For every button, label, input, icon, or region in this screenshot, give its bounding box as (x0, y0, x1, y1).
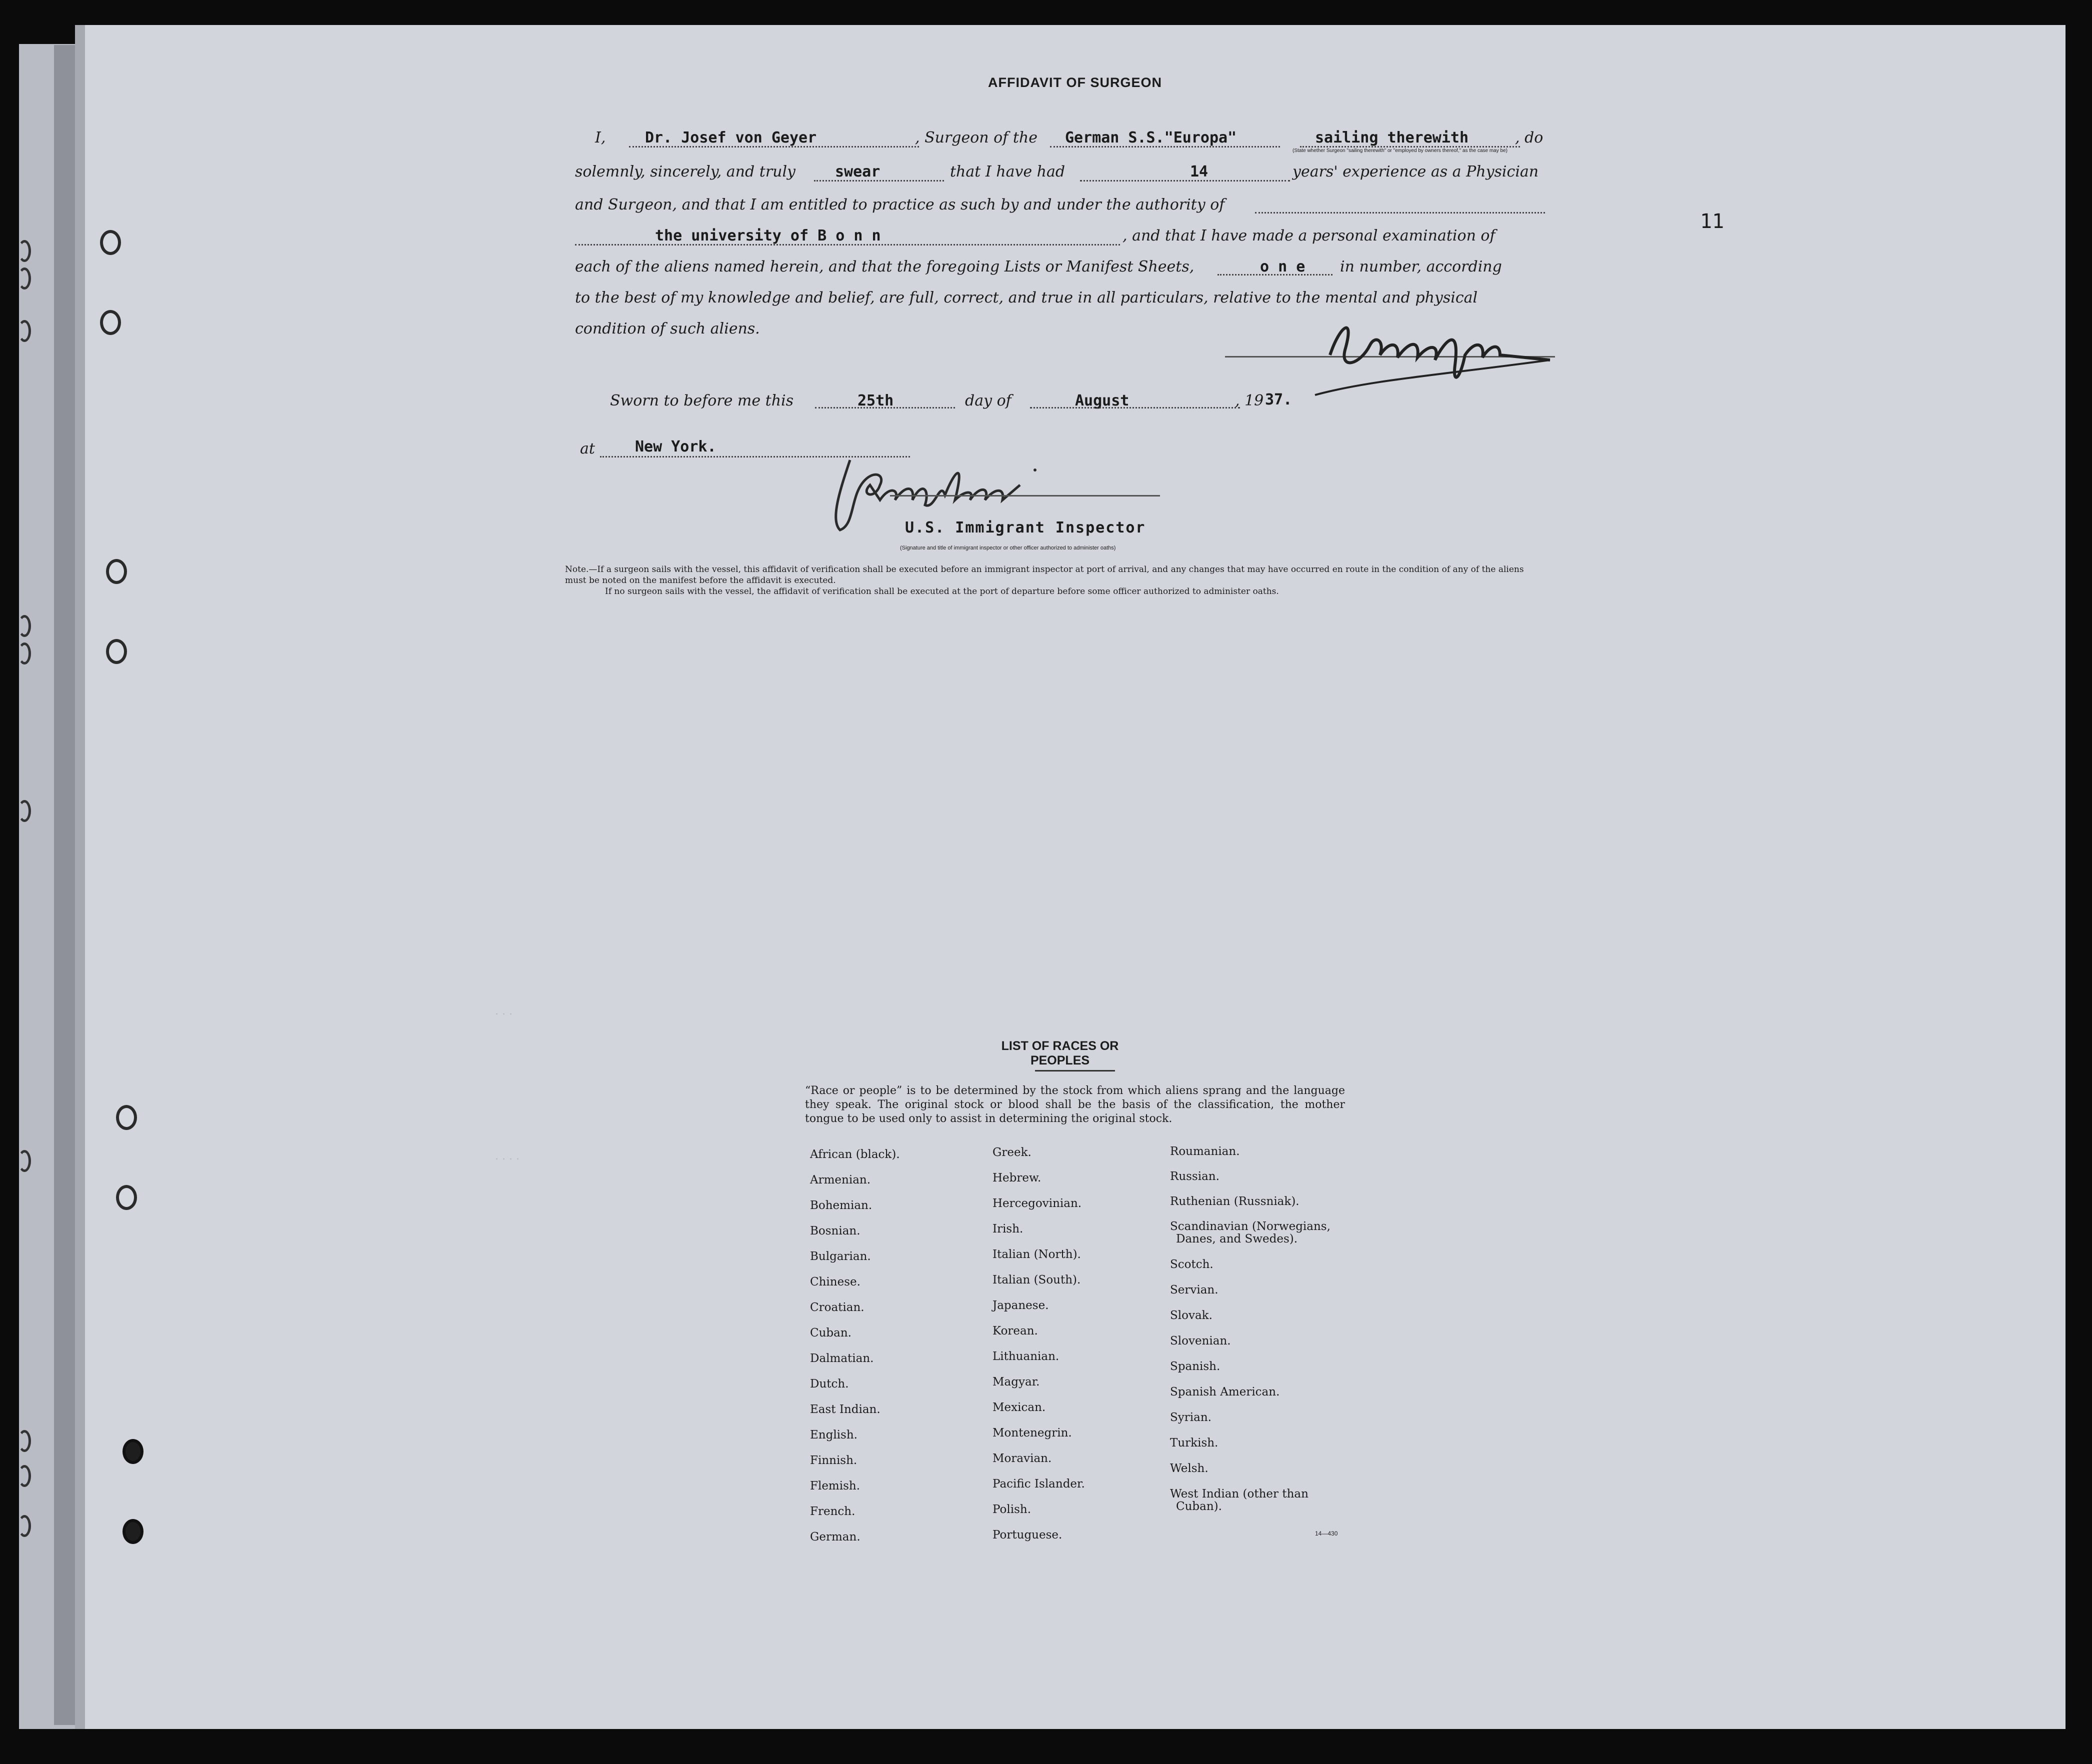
form-code: 14—430 (1315, 1530, 1338, 1537)
race-item: Italian (South). (992, 1274, 1081, 1286)
race-item: Polish. (992, 1503, 1032, 1516)
race-item: Danes, and Swedes). (1176, 1232, 1298, 1246)
race-item: Dutch. (810, 1378, 849, 1390)
fill-line (814, 180, 944, 182)
race-item: Lithuanian. (992, 1350, 1060, 1363)
sheet-count: o n e (1260, 258, 1306, 276)
race-item: Scandinavian (Norwegians, (1170, 1220, 1330, 1233)
race-item: Roumanian. (1170, 1145, 1240, 1158)
title-rule (1035, 1070, 1115, 1072)
affidavit-text: I, (595, 129, 606, 146)
punch-hole-icon (116, 1185, 137, 1210)
race-item: Chinese. (810, 1276, 860, 1288)
race-item: Moravian. (992, 1452, 1052, 1465)
inspector-caption: (Signature and title of immigrant inspector or other officer authorized to administer oaths) (900, 545, 1116, 551)
race-item: Italian (North). (992, 1248, 1081, 1261)
affidavit-text: , 19 (1235, 392, 1264, 410)
race-item: Hebrew. (992, 1172, 1042, 1184)
bleed-through-mark: . . . . (495, 1150, 520, 1162)
surgeon-signature (1310, 295, 1570, 405)
punch-hole-icon (122, 1439, 144, 1464)
document-page (75, 25, 2066, 1729)
race-item: Syrian. (1170, 1411, 1212, 1424)
page-number: 11 (1700, 210, 1724, 233)
punch-hole-icon (116, 1105, 137, 1130)
race-item: Mexican. (992, 1401, 1046, 1414)
fill-line (1030, 407, 1240, 408)
punch-hole-icon (18, 642, 31, 664)
binding-shadow (75, 25, 85, 1729)
race-item: Scotch. (1170, 1258, 1214, 1271)
affidavit-text: , do (1515, 129, 1544, 146)
race-item: Bohemian. (810, 1199, 872, 1212)
punch-hole-icon (100, 310, 121, 335)
punch-hole-icon (18, 320, 31, 342)
affidavit-text: day of (965, 392, 1012, 410)
race-item: Cuban). (1176, 1500, 1222, 1513)
race-item: Slovak. (1170, 1309, 1212, 1322)
fill-line (1255, 212, 1545, 214)
punch-hole-icon (122, 1519, 144, 1544)
race-item: Hercegovinian. (992, 1197, 1082, 1210)
race-item: Armenian. (810, 1174, 871, 1186)
fill-line (575, 244, 1120, 246)
race-item: Bulgarian. (810, 1250, 871, 1263)
race-item: Flemish. (810, 1480, 860, 1492)
race-item: West Indian (other than (1170, 1488, 1308, 1500)
punch-hole-icon (18, 1515, 31, 1537)
affidavit-text: and Surgeon, and that I am entitled to practice as such by and under the authority of (575, 196, 1225, 214)
race-item: Portuguese. (992, 1528, 1062, 1542)
sworn-year: 37. (1265, 391, 1292, 408)
race-item: Welsh. (1170, 1462, 1208, 1475)
fill-line (1080, 180, 1290, 182)
inspector-signature-line (890, 495, 1160, 496)
punch-hole-icon (18, 1150, 31, 1172)
race-item: Servian. (1170, 1284, 1218, 1296)
affidavit-text: condition of such aliens. (575, 320, 760, 338)
affidavit-text: that I have had (950, 163, 1066, 180)
fill-line (1300, 146, 1520, 148)
race-item: Turkish. (1170, 1436, 1218, 1450)
affidavit-text: in number, according (1340, 258, 1502, 276)
affidavit-text: solemnly, sincerely, and truly (575, 163, 796, 180)
affidavit-text: at (580, 440, 595, 458)
sworn-month: August (1075, 392, 1130, 410)
sworn-place: New York. (635, 438, 716, 456)
punch-hole-icon (100, 230, 121, 255)
race-item: Montenegrin. (992, 1426, 1072, 1440)
race-item: Magyar. (992, 1376, 1040, 1388)
affidavit-text: , Surgeon of the (915, 129, 1038, 146)
sailing-status: sailing therewith (1315, 129, 1469, 146)
punch-hole-icon (18, 240, 31, 262)
note-surgeon-aboard: Note.—If a surgeon sails with the vessel, this affidavit of verification shall be executed before an immigrant inspector at port of arrival, and any changes that may have occurred en route in the condition of any of the aliens must be noted on the manifest before the affidavit is executed. (565, 564, 1524, 586)
race-item: German. (810, 1530, 860, 1544)
punch-hole-icon (106, 639, 127, 664)
race-item: Spanish. (1170, 1360, 1220, 1373)
affidavit-text: , and that I have made a personal examination of (1122, 227, 1496, 244)
affidavit-text: Sworn to before me this (610, 392, 794, 410)
licensing-authority: the university of B o n n (655, 227, 881, 244)
note-no-surgeon: If no surgeon sails with the vessel, the affidavit of verification shall be executed at the port of departure before some officer authorized to administer oaths. (605, 586, 1279, 596)
race-item: Spanish American. (1170, 1386, 1280, 1398)
inspector-title: U.S. Immigrant Inspector (905, 519, 1146, 536)
affidavit-text: years' experience as a Physician (1292, 163, 1539, 180)
race-item: Slovenian. (1170, 1334, 1231, 1348)
sailing-note: (State whether Surgeon "sailing therewith" or "employed by owners thereof," as the case may be) (1292, 148, 1508, 154)
punch-hole-icon (106, 559, 127, 584)
bleed-through-mark: . . . (495, 1005, 512, 1018)
race-item: English. (810, 1428, 858, 1442)
years-experience: 14 (1190, 163, 1208, 180)
binding-strip (54, 45, 78, 1725)
sworn-day: 25th (858, 392, 894, 410)
race-item: Irish. (992, 1222, 1024, 1236)
oath-type: swear (835, 163, 880, 180)
vessel-name: German S.S."Europa" (1065, 129, 1237, 146)
race-item: Pacific Islander. (992, 1478, 1085, 1490)
fill-line (815, 407, 955, 408)
surgeon-name: Dr. Josef von Geyer (645, 129, 817, 146)
race-item: Russian. (1170, 1170, 1220, 1183)
affidavit-title: AFFIDAVIT OF SURGEON (988, 75, 1162, 90)
race-item: Korean. (992, 1324, 1038, 1338)
punch-hole-icon (18, 1430, 31, 1452)
punch-hole-icon (18, 1465, 31, 1487)
races-intro: “Race or people” is to be determined by the stock from which aliens sprang and the language they speak. The original stock or blood shall be the basis of the classification, the mother tongue to be used only to assist in determining the original stock. (805, 1084, 1345, 1125)
race-item: Greek. (992, 1146, 1032, 1159)
race-item: Croatian. (810, 1301, 864, 1314)
affidavit-text: each of the aliens named herein, and that the foregoing Lists or Manifest Sheets, (575, 258, 1194, 276)
race-item: Dalmatian. (810, 1352, 874, 1365)
affidavit-note (565, 564, 1545, 597)
affidavit-text: to the best of my knowledge and belief, are full, correct, and true in all particulars, relative to the mental and physical (575, 289, 1478, 306)
races-title: LIST OF RACES OR PEOPLES (1001, 1039, 1119, 1068)
punch-hole-icon (18, 615, 31, 637)
race-item: French. (810, 1505, 856, 1518)
race-item: East Indian. (810, 1403, 880, 1416)
race-item: Ruthenian (Russniak). (1170, 1195, 1300, 1208)
fill-line (1218, 274, 1332, 276)
punch-hole-icon (18, 800, 31, 822)
fill-line (1050, 146, 1280, 148)
race-item: African (black). (810, 1148, 900, 1161)
race-item: Cuban. (810, 1326, 852, 1340)
punch-hole-icon (18, 268, 31, 290)
fill-line (629, 146, 919, 148)
race-item: Finnish. (810, 1454, 858, 1467)
race-item: Japanese. (992, 1299, 1049, 1312)
race-item: Bosnian. (810, 1224, 860, 1238)
